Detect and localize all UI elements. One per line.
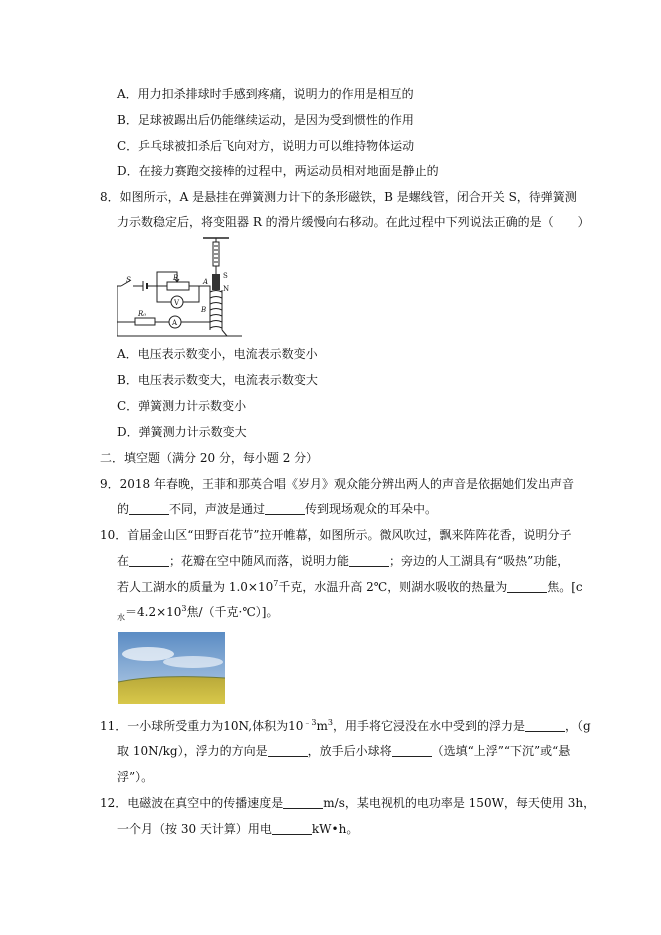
q7-option-c: C．乒乓球被扣杀后飞向对方，说明力可以维持物体运动 (117, 139, 415, 153)
q7-option-a: A．用力扣杀排球时手感到疼痛，说明力的作用是相互的 (117, 87, 414, 101)
answer-blank (272, 822, 312, 835)
label-s-pole: S (223, 272, 228, 280)
label-r: R (173, 274, 179, 282)
answer-blank (525, 719, 565, 732)
answer-blank (268, 744, 308, 757)
q8-option-c: C．弹簧测力计示数变小 (117, 399, 247, 413)
q8-option-a: A．电压表示数变小，电流表示数变小 (117, 347, 318, 361)
q11-stem-line1: 11．一小球所受重力为10N,体积为$10^{﹣3}m^3$，用手将它浸没在水中受到的浮力是 ，（g (100, 718, 591, 733)
answer-blank (129, 554, 169, 567)
q12-stem-line2: 一个月（按 30 天计算）用电 kW•h。 (117, 822, 359, 836)
q8-option-b: B．电压表示数变大，电流表示数变大 (117, 373, 318, 387)
label-r0: R₀ (138, 310, 147, 318)
answer-blank (507, 580, 547, 593)
answer-blank (265, 502, 305, 515)
q10-stem-line2: 在 ；花瓣在空中随风而落，说明力能 ；旁边的人工湖具有“吸热”功能， (117, 554, 570, 568)
answer-blank (349, 554, 389, 567)
answer-blank (283, 796, 323, 809)
q12-stem-line1: 12．电磁波在真空中的传播速度是 m/s，某电视机的电功率是 150W，每天使用 3h， (100, 796, 596, 810)
q8-option-d: D．弹簧测力计示数变大 (117, 425, 247, 439)
q8-stem-line2: 力示数稳定后，将变阻器 R 的滑片缓慢向右移动。在此过程中下列说法正确的是（ ） (117, 215, 590, 229)
label-n: N (223, 285, 230, 293)
label-v: V (174, 299, 180, 307)
answer-blank (392, 744, 432, 757)
label-magnet-a: A (203, 278, 209, 286)
q7-option-b: B．足球被踢出后仍能继续运动，是因为受到惯性的作用 (117, 113, 414, 127)
q8-stem-line1: 8．如图所示，A 是悬挂在弹簧测力计下的条形磁铁，B 是螺线管，闭合开关 S，待弹簧测 (100, 190, 577, 204)
q10-stem-line3: 若人工湖水的质量为 $1.0\times 10^7$千克，水温升高 2℃，则湖水吸收的热量为 焦。[c (117, 579, 583, 594)
answer-blank (129, 502, 169, 515)
circuit-diagram (117, 236, 242, 340)
label-ammeter-a: A (172, 319, 178, 327)
q11-stem-line2: 取 10N/kg），浮力的方向是 ，放手后小球将 （选填“上浮”“下沉”或“悬 (117, 744, 571, 758)
q10-stem-line1: 10．首届金山区“田野百花节”拉开帷幕，如图所示。微风吹过，飘来阵阵花香，说明分子 (100, 528, 572, 542)
q9-stem-line1: 9．2018 年春晚，王菲和那英合唱《岁月》观众能分辨出两人的声音是依据她们发出声音 (100, 477, 574, 491)
q11-stem-line3: 浮”）。 (117, 770, 154, 784)
q10-stem-line4: $_水=4.2\times 10^3$焦/（千克·℃）]。 (117, 604, 279, 622)
q9-stem-line2: 的 不同，声波是通过 传到现场观众的耳朵中。 (117, 502, 438, 516)
section-heading: 二．填空题（满分 20 分，每小题 2 分） (100, 451, 319, 465)
label-switch-s: S (126, 276, 131, 284)
q7-option-d: D．在接力赛跑交接棒的过程中，两运动员相对地面是静止的 (117, 164, 439, 178)
flower-field-photo (118, 632, 225, 704)
label-b: B (201, 306, 207, 314)
